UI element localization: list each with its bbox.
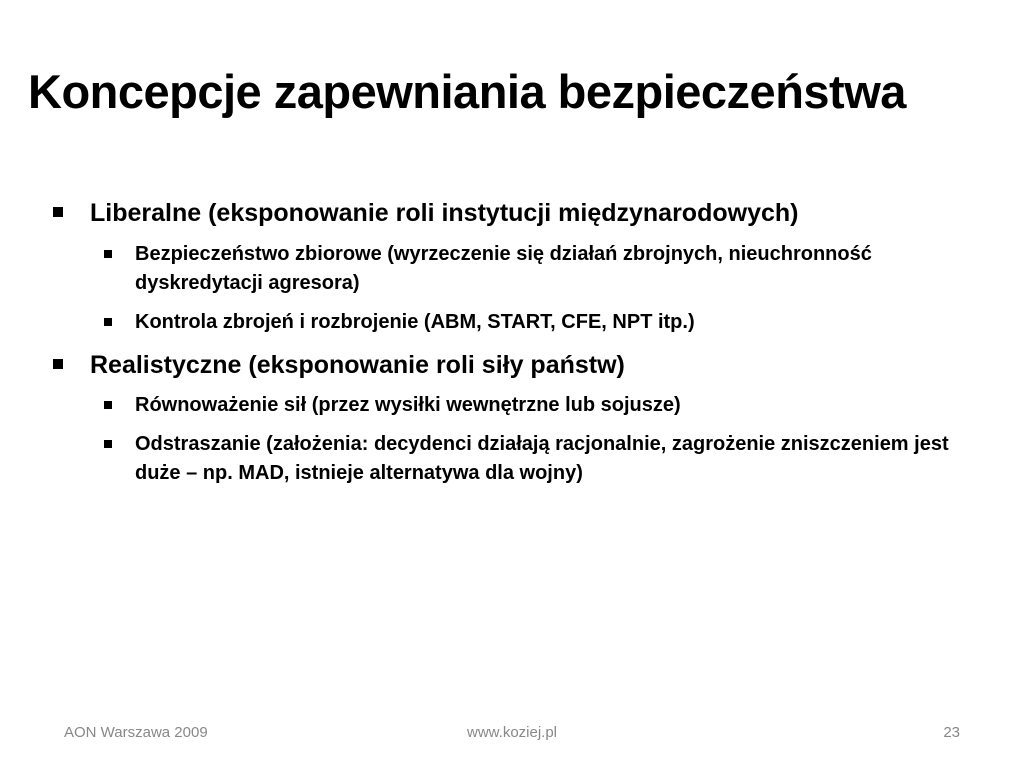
square-bullet-icon (104, 250, 112, 258)
footer-website: www.koziej.pl (466, 724, 558, 741)
page-number: 23 (943, 724, 960, 741)
bullet-liberal (50, 197, 950, 337)
sub-bullet-text: Kontrola zbrojeń i rozbrojenie (ABM, START, CFE, NPT itp.) (135, 310, 695, 333)
square-bullet-icon (104, 318, 112, 326)
square-bullet-icon (53, 207, 63, 217)
sub-bullet-text: Bezpieczeństwo zbiorowe (wyrzeczenie się działań zbrojnych, nieuchronność dyskredytacji agresora) (135, 242, 872, 294)
bullet-realist (50, 349, 950, 489)
square-bullet-icon (53, 359, 63, 369)
sub-bullet-list (90, 240, 950, 337)
sub-bullet-text: Odstraszanie (założenia: decydenci działają racjonalnie, zagrożenie zniszczeniem jest duże – np. MAD, istnieje alternatywa dla wojny) (135, 433, 949, 484)
footer-source: AON Warszawa 2009 (64, 724, 208, 741)
sub-bullet-arms-control (90, 308, 950, 337)
sub-bullet-collective-security (90, 240, 950, 298)
square-bullet-icon (104, 440, 112, 448)
square-bullet-icon (104, 401, 112, 409)
sub-bullet-deterrence (90, 430, 950, 488)
sub-bullet-balance-of-power (90, 391, 950, 420)
slide-title: Koncepcje zapewniania bezpieczeństwa (28, 65, 906, 118)
bullet-text: Realistyczne (eksponowanie roli siły państw) (90, 350, 625, 379)
sub-bullet-text: Równoważenie sił (przez wysiłki wewnętrzne lub sojusze) (135, 394, 681, 416)
sub-bullet-list (90, 391, 950, 488)
bullet-text: Liberalne (eksponowanie roli instytucji międzynarodowych) (90, 199, 799, 227)
bullet-list (50, 197, 950, 500)
